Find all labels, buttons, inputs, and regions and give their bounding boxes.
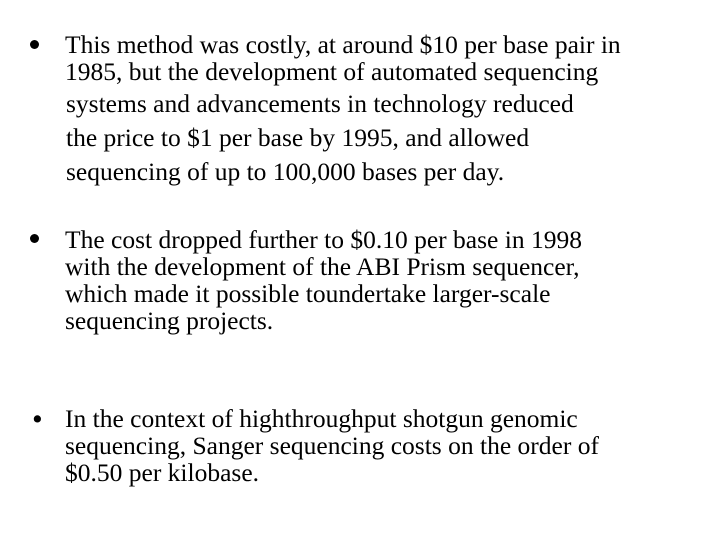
bullet-2-line-2: with the development of the ABI Prism sequencer, [65,252,580,281]
bullet-3-line-2: sequencing, Sanger sequencing costs on the order of [65,431,599,460]
bullet-1-line-1: This method was costly, at around $10 per base pair in [65,30,621,59]
bullet-3-line-3: $0.50 per kilobase. [65,458,260,487]
bullet-2-line-4: sequencing projects. [65,306,274,335]
bullet-2-line-1: The cost dropped further to $0.10 per base in 1998 [65,225,582,254]
bullet-dot-icon [30,40,39,49]
bullet-2-line-3: which made it possible toundertake larger-scale [65,279,551,308]
bullet-1-line-3: systems and advancements in technology reduced [66,89,574,118]
bullet-marker-icon: • [30,405,45,434]
bullet-1-line-4: the price to $1 per base by 1995, and allowed [66,123,530,152]
bullet-dot-icon [30,234,39,243]
bullet-1-line-5: sequencing of up to 100,000 bases per day. [66,157,505,186]
bullet-3-line-1: In the context of highthroughput shotgun genomic [65,404,578,433]
bullet-1-line-2: 1985, but the development of automated sequencing [65,57,599,86]
